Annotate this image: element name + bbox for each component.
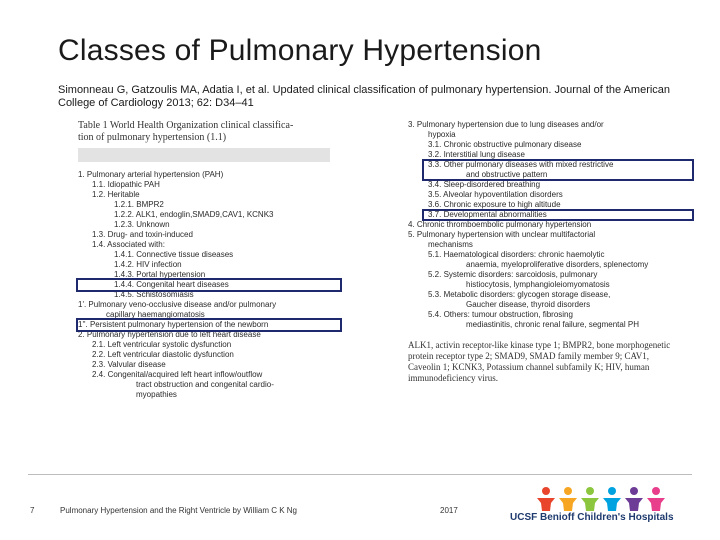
classification-row: tract obstruction and congenital cardio- [136,380,274,389]
left-classification-list [78,170,340,400]
classification-row: 1.2.2. ALK1, endoglin,SMAD9,CAV1, KCNK3 [114,210,274,219]
classification-row: 2.3. Valvular disease [92,360,166,369]
classification-row: 1.4. Associated with: [92,240,165,249]
table-header-bar [78,148,330,162]
classification-row: capillary haemangiomatosis [106,310,205,319]
classification-row: hypoxia [428,130,456,139]
table-caption-line-2: tion of pulmonary hypertension (1.1) [78,132,227,143]
classification-row: 1.1. Idiopathic PAH [92,180,160,189]
classification-row: 3.5. Alveolar hypoventilation disorders [428,190,563,199]
classification-row: 1.3. Drug- and toxin-induced [92,230,193,239]
table-caption-line-1: Table 1 World Health Organization clinical classifica- [78,120,294,131]
classification-row: 5.1. Haematological disorders: chronic haemolytic [428,250,605,259]
classification-row: 1.2.3. Unknown [114,220,170,229]
classification-row: 3.6. Chronic exposure to high altitude [428,200,561,209]
classification-row: 1.4.3. Portal hypertension [114,270,206,279]
classification-row: 1.4.1. Connective tissue diseases [114,250,234,259]
page-number: 7 [30,506,35,515]
classification-row: Gaucher disease, thyroid disorders [466,300,591,309]
classification-row: 1.4.2. HIV infection [114,260,182,269]
classification-row: 1. Pulmonary arterial hypertension (PAH) [78,170,224,179]
classification-row: 1'. Pulmonary veno-occlusive disease and/or pulmonary [78,300,277,309]
children-figures-icon [536,486,686,512]
classification-row: mechanisms [428,240,473,249]
highlight-box-3-3 [422,159,694,181]
classification-row: mediastinitis, chronic renal failure, segmental PH [466,320,639,329]
classification-row: 3.2. Interstitial lung disease [428,150,525,159]
classification-row: 3.4. Sleep-disordered breathing [428,180,541,189]
table-abbreviations: ALK1, activin receptor-like kinase type 1; BMPR2, bone morphogenetic protein receptor type 2; SMAD9, SMAD family member 9; CAV1, Caveolin 1; KCNK3, Potassium channel subfamily K; HIV, human immunodeficiency virus. [408,340,671,383]
classification-row: 1.4.5. Schistosomiasis [114,290,194,299]
table-caption [78,120,340,144]
child-figure [537,487,555,511]
child-figure [581,487,599,511]
classification-row: 3.3. Other pulmonary diseases with mixed restrictive [428,160,614,169]
classification-row: anaemia, myeloproliferative disorders, splenectomy [466,260,649,269]
classification-row: 3.1. Chronic obstructive pulmonary disease [428,140,582,149]
ucsf-logo [510,486,700,526]
slide-title: Classes of Pulmonary Hypertension [58,34,542,67]
child-figure [625,487,643,511]
classification-row: 2.4. Congenital/acquired left heart inflow/outflow [92,370,263,379]
classification-row: histiocytosis, lymphangioleiomyomatosis [466,280,610,289]
classification-row: 4. Chronic thromboembolic pulmonary hypertension [408,220,592,229]
classification-row: 5.2. Systemic disorders: sarcoidosis, pulmonary [428,270,598,279]
table-left-column [78,120,340,400]
footer-year: 2017 [440,506,458,515]
classification-row: 1.2. Heritable [92,190,140,199]
classification-row: 5. Pulmonary hypertension with unclear multifactorial [408,230,596,239]
child-figure [559,487,577,511]
classification-row: 1.4.4. Congenital heart diseases [78,280,340,290]
footer-divider [28,474,692,475]
classification-row: 2.1. Left ventricular systolic dysfunction [92,340,232,349]
logo-text: UCSF Benioff Children's Hospitals [510,512,674,523]
child-figure [647,487,665,511]
classification-row: 3.7. Developmental abnormalities [428,210,547,219]
classification-row: myopathies [136,390,177,399]
classification-row: 2.2. Left ventricular diastolic dysfunction [92,350,234,359]
classification-row: 5.4. Others: tumour obstruction, fibrosing [428,310,573,319]
footer-text: Pulmonary Hypertension and the Right Ventricle by William C K Ng [60,506,297,515]
classification-row: 3. Pulmonary hypertension due to lung diseases and/or [408,120,604,129]
child-figure [603,487,621,511]
classification-row: 2. Pulmonary hypertension due to left heart disease [78,330,261,339]
highlight-box-3-7 [422,209,694,221]
citation: Simonneau G, Gatzoulis MA, Adatia I, et al. Updated clinical classification of pulmonary hypertension. Journal of the American College of Cardiology 2013; 62: D34–41 [58,84,671,109]
classification-row: 5.3. Metabolic disorders: glycogen storage disease, [428,290,611,299]
classification-row: 1''. Persistent pulmonary hypertension of the newborn [78,320,340,330]
classification-row: and obstructive pattern [466,170,548,179]
classification-row: 1.2.1. BMPR2 [114,200,164,209]
right-classification-list [408,120,678,330]
